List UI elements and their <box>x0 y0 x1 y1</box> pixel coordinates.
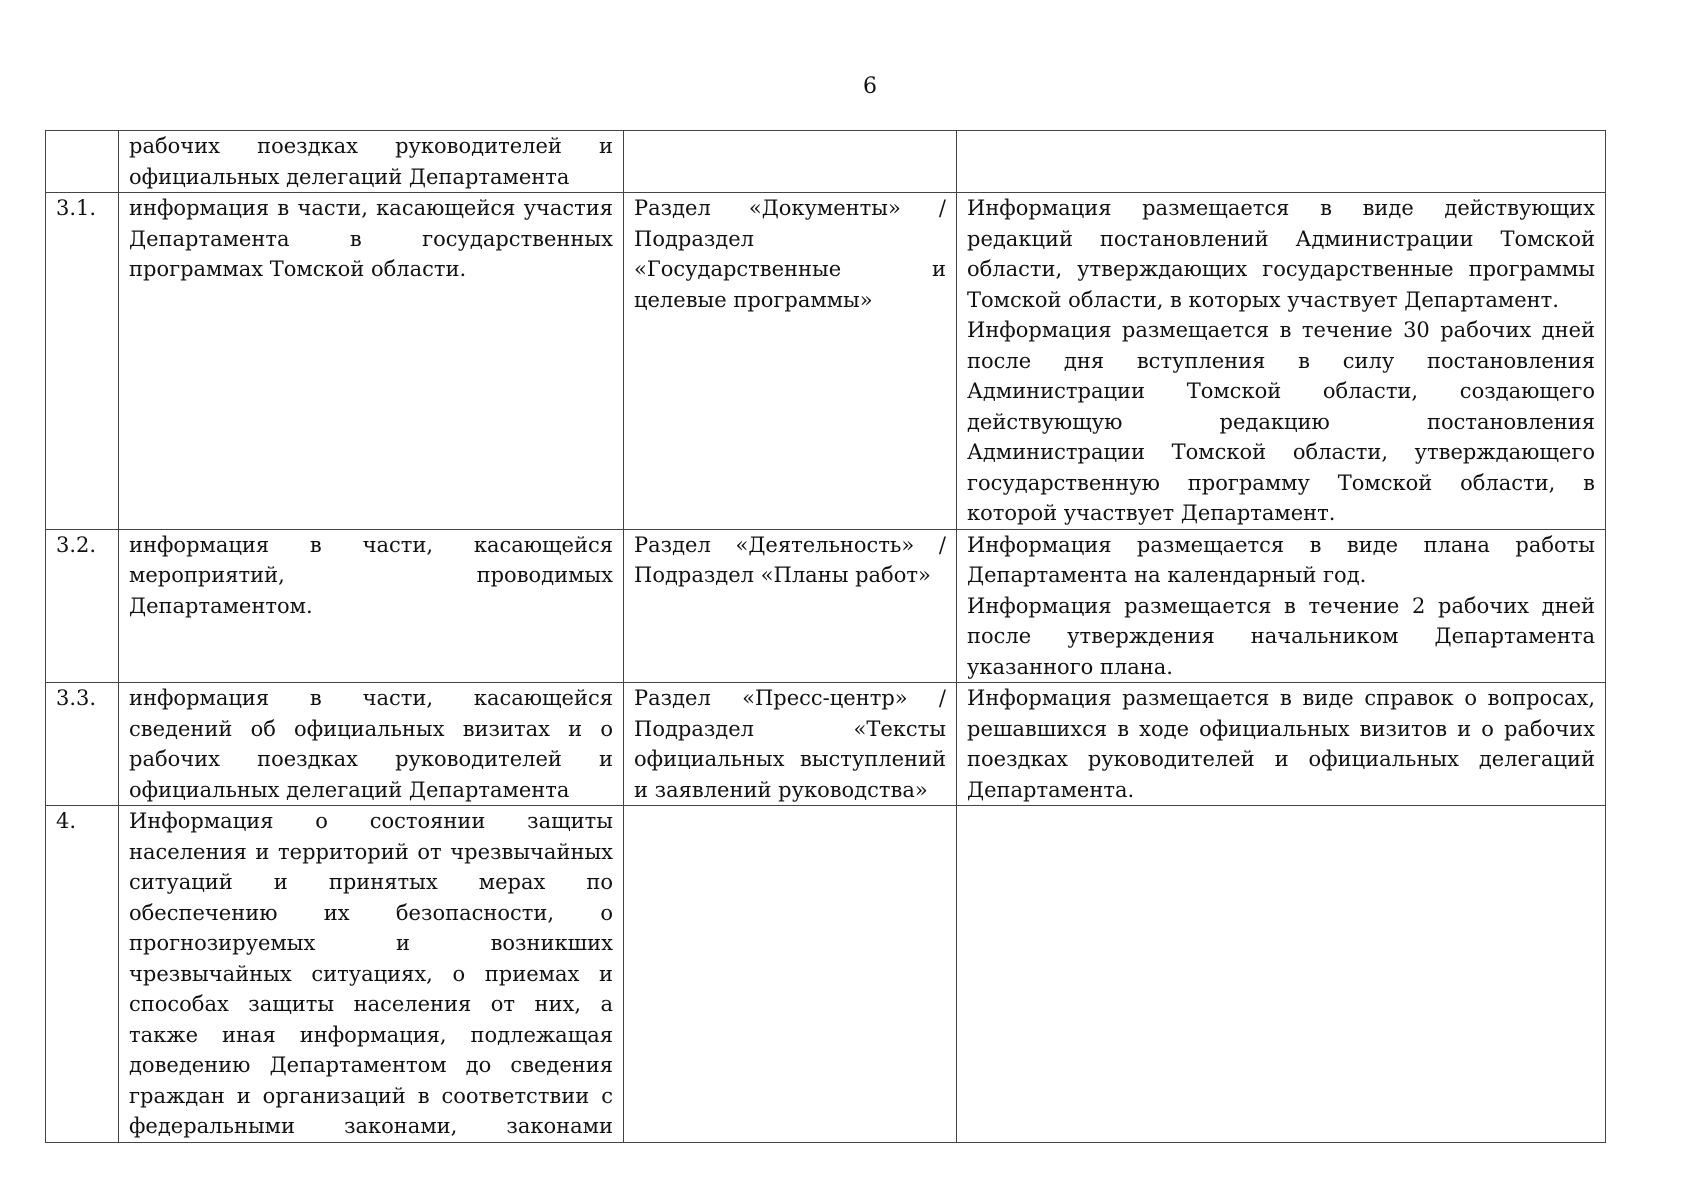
section-cell <box>624 806 957 1143</box>
details-paragraph: Информация размещается в виде действующих редакций постановлений Администрации Томской области, утверждающих государственные программы Томской области, в которых участвует Департамент. <box>967 196 1595 312</box>
details-paragraph: Информация размещается в течение 30 рабочих дней после дня вступления в силу постановления Администрации Томской области, создающего действующую редакцию постановления Администрации Томской области, утверждающего государственную программу Томской области, в которой участвует Департамент. <box>967 318 1595 525</box>
table-row <box>46 806 1606 1143</box>
section-cell <box>624 529 957 683</box>
details-paragraph: Информация размещается в виде плана работы Департамента на календарный год. <box>967 532 1595 587</box>
info-cell <box>119 683 624 806</box>
details-cell <box>957 683 1606 806</box>
info-text: информация в части, касающейся участия Департамента в государственных программах Томской области. <box>129 196 613 281</box>
info-cell <box>119 131 624 193</box>
info-text: информация в части, касающейся мероприятий, проводимых Департаментом. <box>129 532 613 618</box>
row-number: 4. <box>46 806 119 1143</box>
info-cell <box>119 193 624 530</box>
info-cell <box>119 806 624 1143</box>
section-text: Раздел «Документы» / Подраздел «Государственные и целевые программы» <box>634 196 946 312</box>
details-paragraph: Информация размещается в виде справок о вопросах, решавшихся в ходе официальных визитов и о рабочих поездках руководителей и официальных делегаций Департамента. <box>967 686 1595 802</box>
details-cell <box>957 806 1606 1143</box>
details-cell <box>957 529 1606 683</box>
page-number: 6 <box>863 74 877 99</box>
details-cell <box>957 131 1606 193</box>
row-number: 3.3. <box>46 683 119 806</box>
section-cell <box>624 131 957 193</box>
row-number <box>46 131 119 193</box>
row-number: 3.1. <box>46 193 119 530</box>
info-cell <box>119 529 624 683</box>
details-paragraph: Информация размещается в течение 2 рабочих дней после утверждения начальником Департамента указанного плана. <box>967 593 1595 679</box>
section-text: Раздел «Деятельность» / Подраздел «Планы работ» <box>634 532 946 587</box>
section-text: Раздел «Пресс-центр» / Подраздел «Тексты официальных выступлений и заявлений руководства» <box>634 686 946 802</box>
row-number: 3.2. <box>46 529 119 683</box>
document-table <box>45 130 1606 1143</box>
section-cell <box>624 193 957 530</box>
table-row <box>46 193 1606 530</box>
table-row <box>46 529 1606 683</box>
info-text: информация в части, касающейся сведений об официальных визитах и о рабочих поездках руководителей и официальных делегаций Департамента <box>129 686 613 802</box>
section-cell <box>624 683 957 806</box>
info-text: Информация о состоянии защиты населения и территорий от чрезвычайных ситуаций и принятых мерах по обеспечению их безопасности, о прогнозируемых и возникших чрезвычайных ситуациях, о приемах и способах защиты населения от них, а также иная информация, подлежащая доведению Департаментом до сведения граждан и организаций в соответствии с федеральными законами, законами <box>129 809 613 1138</box>
table-row <box>46 683 1606 806</box>
info-text: рабочих поездках руководителей и официальных делегаций Департамента <box>129 134 613 189</box>
details-cell <box>957 193 1606 530</box>
table-row <box>46 131 1606 193</box>
